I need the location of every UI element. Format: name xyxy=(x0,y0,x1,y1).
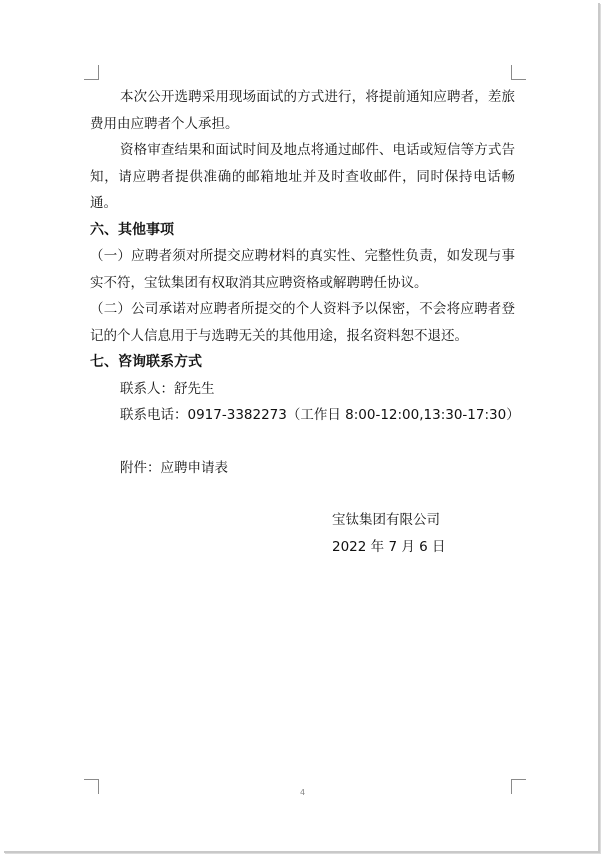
paragraph-interview[interactable]: 本次公开选聘采用现场面试的方式进行，将提前通知应聘者，差旅费用由应聘者个人承担。 xyxy=(90,89,515,132)
blank-line xyxy=(90,481,515,507)
section-7-heading[interactable]: 七、咨询联系方式 xyxy=(90,354,202,370)
contact-phone[interactable]: 联系电话：0917-3382273（工作日 8:00-12:00,13:30-17:30） xyxy=(120,407,520,423)
attachment-line[interactable]: 附件：应聘申请表 xyxy=(120,459,228,476)
section-6-heading[interactable]: 六、其他事项 xyxy=(90,221,174,238)
paragraph-notification[interactable]: 资格审查结果和面试时间及地点将通过邮件、电话或短信等方式告知，请应聘者提供准确的邮箱地址并及时查收邮件，同时保持电话畅通。 xyxy=(90,142,515,211)
signature-date[interactable]: 2022 年 7 月 6 日 xyxy=(332,538,446,555)
signature-company[interactable]: 宝钛集团有限公司 xyxy=(332,512,440,528)
crop-mark-top-right xyxy=(511,65,526,80)
contact-person[interactable]: 联系人：舒先生 xyxy=(120,380,215,397)
blank-line xyxy=(90,429,515,455)
section-6-item-2[interactable]: （二）公司承诺对应聘者所提交的个人资料予以保密，不会将应聘者登记的个人信息用于与选聘无关的其他用途，报名资料恕不退还。 xyxy=(90,301,515,344)
crop-mark-top-left xyxy=(84,65,99,80)
section-6-item-1[interactable]: （一）应聘者须对所提交应聘材料的真实性、完整性负责，如发现与事实不符，宝钛集团有权取消其应聘资格或解聘聘任协议。 xyxy=(90,248,515,291)
document-body[interactable] xyxy=(90,84,520,560)
page-number: 4 xyxy=(299,788,306,797)
